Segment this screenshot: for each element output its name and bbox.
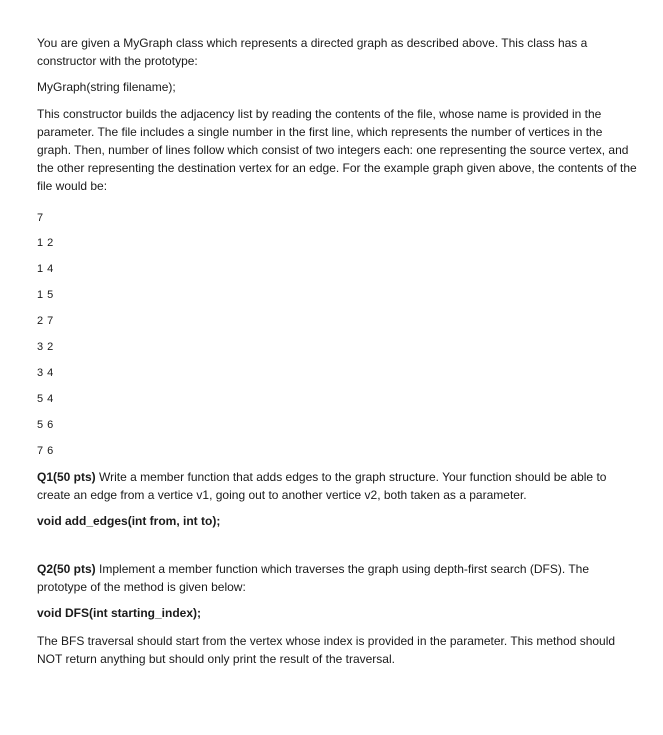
file-line: 1 2 bbox=[37, 237, 54, 249]
question-2-label: Q2(50 pts) bbox=[37, 562, 96, 576]
question-1-prototype: void add_edges(int from, int to); bbox=[37, 514, 221, 528]
constructor-prototype: MyGraph(string filename); bbox=[37, 80, 176, 94]
intro-paragraph: You are given a MyGraph class which represents a directed graph as described above. This class has a constructor with the prototype: bbox=[37, 36, 588, 68]
file-line: 5 6 bbox=[37, 419, 54, 431]
file-contents bbox=[37, 206, 637, 464]
file-line: 7 6 bbox=[37, 445, 54, 457]
question-2-prototype: void DFS(int starting_index); bbox=[37, 606, 202, 620]
constructor-description: This constructor builds the adjacency list by reading the contents of the file, whose name is provided in the parameter. The file includes a single number in the first line, which represents the number of vertices in the graph. Then, number of lines follow which consist of two integers each: one representing the source vertex, and the other representing the destination vertex for an edge. For the example graph given above, the contents of the file would be: bbox=[37, 107, 637, 193]
file-line: 3 4 bbox=[37, 367, 54, 379]
question-2-note: The BFS traversal should start from the vertex whose index is provided in the parameter. This method should NOT return anything but should only print the result of the traversal. bbox=[37, 634, 616, 666]
file-line: 5 4 bbox=[37, 393, 54, 405]
question-2-text: Implement a member function which traverses the graph using depth-first search (DFS). The prototype of the method is given below: bbox=[37, 562, 590, 594]
file-line: 2 7 bbox=[37, 315, 54, 327]
question-1-label: Q1(50 pts) bbox=[37, 470, 96, 484]
file-line: 3 2 bbox=[37, 341, 54, 353]
question-1 bbox=[37, 468, 637, 504]
document-page bbox=[37, 34, 637, 668]
file-line: 7 bbox=[37, 212, 44, 224]
file-line: 1 5 bbox=[37, 289, 54, 301]
question-2 bbox=[37, 560, 637, 596]
question-1-text: Write a member function that adds edges to the graph structure. Your function should be able to create an edge from a vertice v1, going out to another vertice v2, both taken as a parameter. bbox=[37, 470, 607, 502]
file-line: 1 4 bbox=[37, 263, 54, 275]
